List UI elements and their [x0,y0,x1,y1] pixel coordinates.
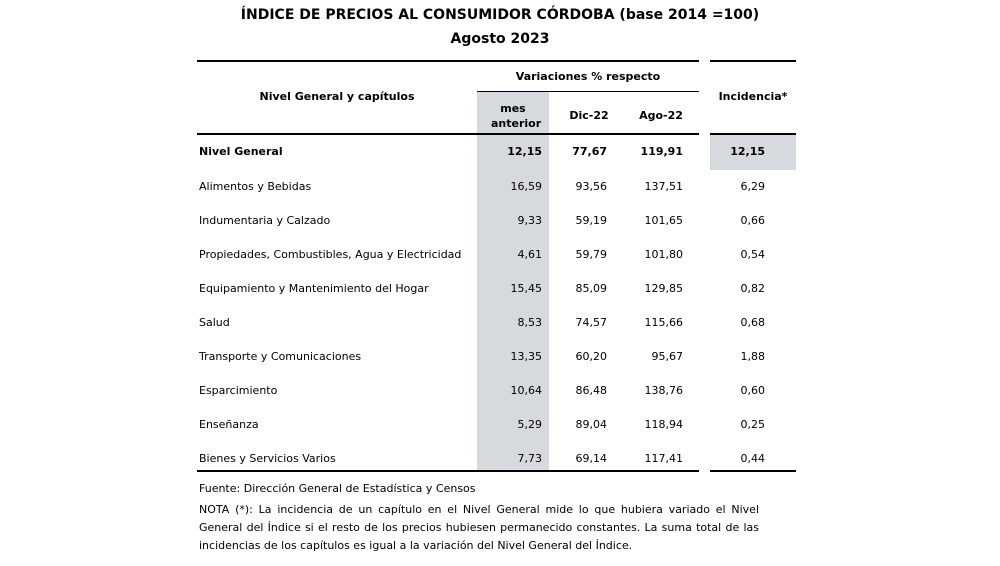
value-dic-22: 77,67 [572,145,607,158]
value-dic-22: 85,09 [575,282,607,295]
value-mes-anterior: 10,64 [510,384,542,397]
value-incidence: 6,29 [740,180,765,193]
value-dic-22: 59,79 [575,248,607,261]
value-mes-anterior: 8,53 [517,316,542,329]
value-incidence: 0,54 [740,248,765,261]
value-incidence: 0,68 [740,316,765,329]
value-incidence: 0,60 [740,384,765,397]
value-ago-22: 138,76 [644,384,683,397]
table-subtitle: Agosto 2023 [450,31,550,47]
value-ago-22: 101,65 [644,214,683,227]
value-mes-anterior: 13,35 [510,350,542,363]
top-rule-left [197,60,699,62]
row-label: Indumentaria y Calzado [199,214,331,227]
value-ago-22: 101,80 [644,248,683,261]
value-dic-22: 86,48 [575,384,607,397]
value-incidence: 0,44 [740,452,765,465]
value-mes-anterior: 4,61 [517,248,542,261]
column-header-ago-22: Ago-22 [639,109,683,122]
value-ago-22: 137,51 [644,180,683,193]
value-mes-anterior: 16,59 [510,180,542,193]
value-ago-22: 129,85 [644,282,683,295]
value-dic-22: 69,14 [575,452,607,465]
row-label: Enseñanza [199,418,259,431]
row-label: Salud [199,316,230,329]
row-label: Bienes y Servicios Varios [199,452,336,465]
value-mes-anterior: 9,33 [517,214,542,227]
value-ago-22: 118,94 [644,418,683,431]
value-incidence: 1,88 [740,350,765,363]
value-dic-22: 89,04 [575,418,607,431]
value-mes-anterior: 7,73 [517,452,542,465]
row-label: Alimentos y Bebidas [199,180,312,193]
value-dic-22: 59,19 [575,214,607,227]
value-dic-22: 93,56 [575,180,607,193]
value-dic-22: 74,57 [575,316,607,329]
value-ago-22: 115,66 [644,316,683,329]
value-ago-22: 117,41 [644,452,683,465]
value-ago-22: 95,67 [651,350,683,363]
group-header: Variaciones % respecto [515,70,661,83]
group-rule [477,91,699,92]
row-label: Transporte y Comunicaciones [199,350,362,363]
bottom-rule-left [197,470,699,472]
row-label: Propiedades, Combustibles, Agua y Electricidad [199,248,462,261]
value-incidence: 0,66 [740,214,765,227]
incidence-header: Incidencia* [718,90,788,103]
value-dic-22: 60,20 [575,350,607,363]
header-rule-right [710,133,796,135]
top-rule-right [710,60,796,62]
bottom-rule-right [710,470,796,472]
column-header-mes-anterior: mes anterior [491,102,542,130]
header-rule-left [197,133,699,135]
value-mes-anterior: 15,45 [510,282,542,295]
value-incidence: 0,25 [740,418,765,431]
value-incidence: 0,82 [740,282,765,295]
incidence-note: NOTA (*): La incidencia de un capítulo en el Nivel General mide lo que hubiera variado el Nivel General del Índice si el resto de los precios hubiesen permanecido constantes. La suma total de las incidencias de los capítulos es igual a la variación del Nivel General del Índice. [199,503,759,552]
table-title: ÍNDICE DE PRECIOS AL CONSUMIDOR CÓRDOBA (base 2014 =100) [240,7,760,23]
row-label: Nivel General [199,145,283,158]
column-header-dic-22: Dic-22 [569,109,609,122]
value-ago-22: 119,91 [640,145,683,158]
value-incidence: 12,15 [730,145,765,158]
row-label: Esparcimiento [199,384,278,397]
row-label: Equipamiento y Mantenimiento del Hogar [199,282,429,295]
value-mes-anterior: 5,29 [517,418,542,431]
value-mes-anterior: 12,15 [507,145,542,158]
row-label-header: Nivel General y capítulos [259,90,415,103]
source-note: Fuente: Dirección General de Estadística y Censos [199,482,476,495]
